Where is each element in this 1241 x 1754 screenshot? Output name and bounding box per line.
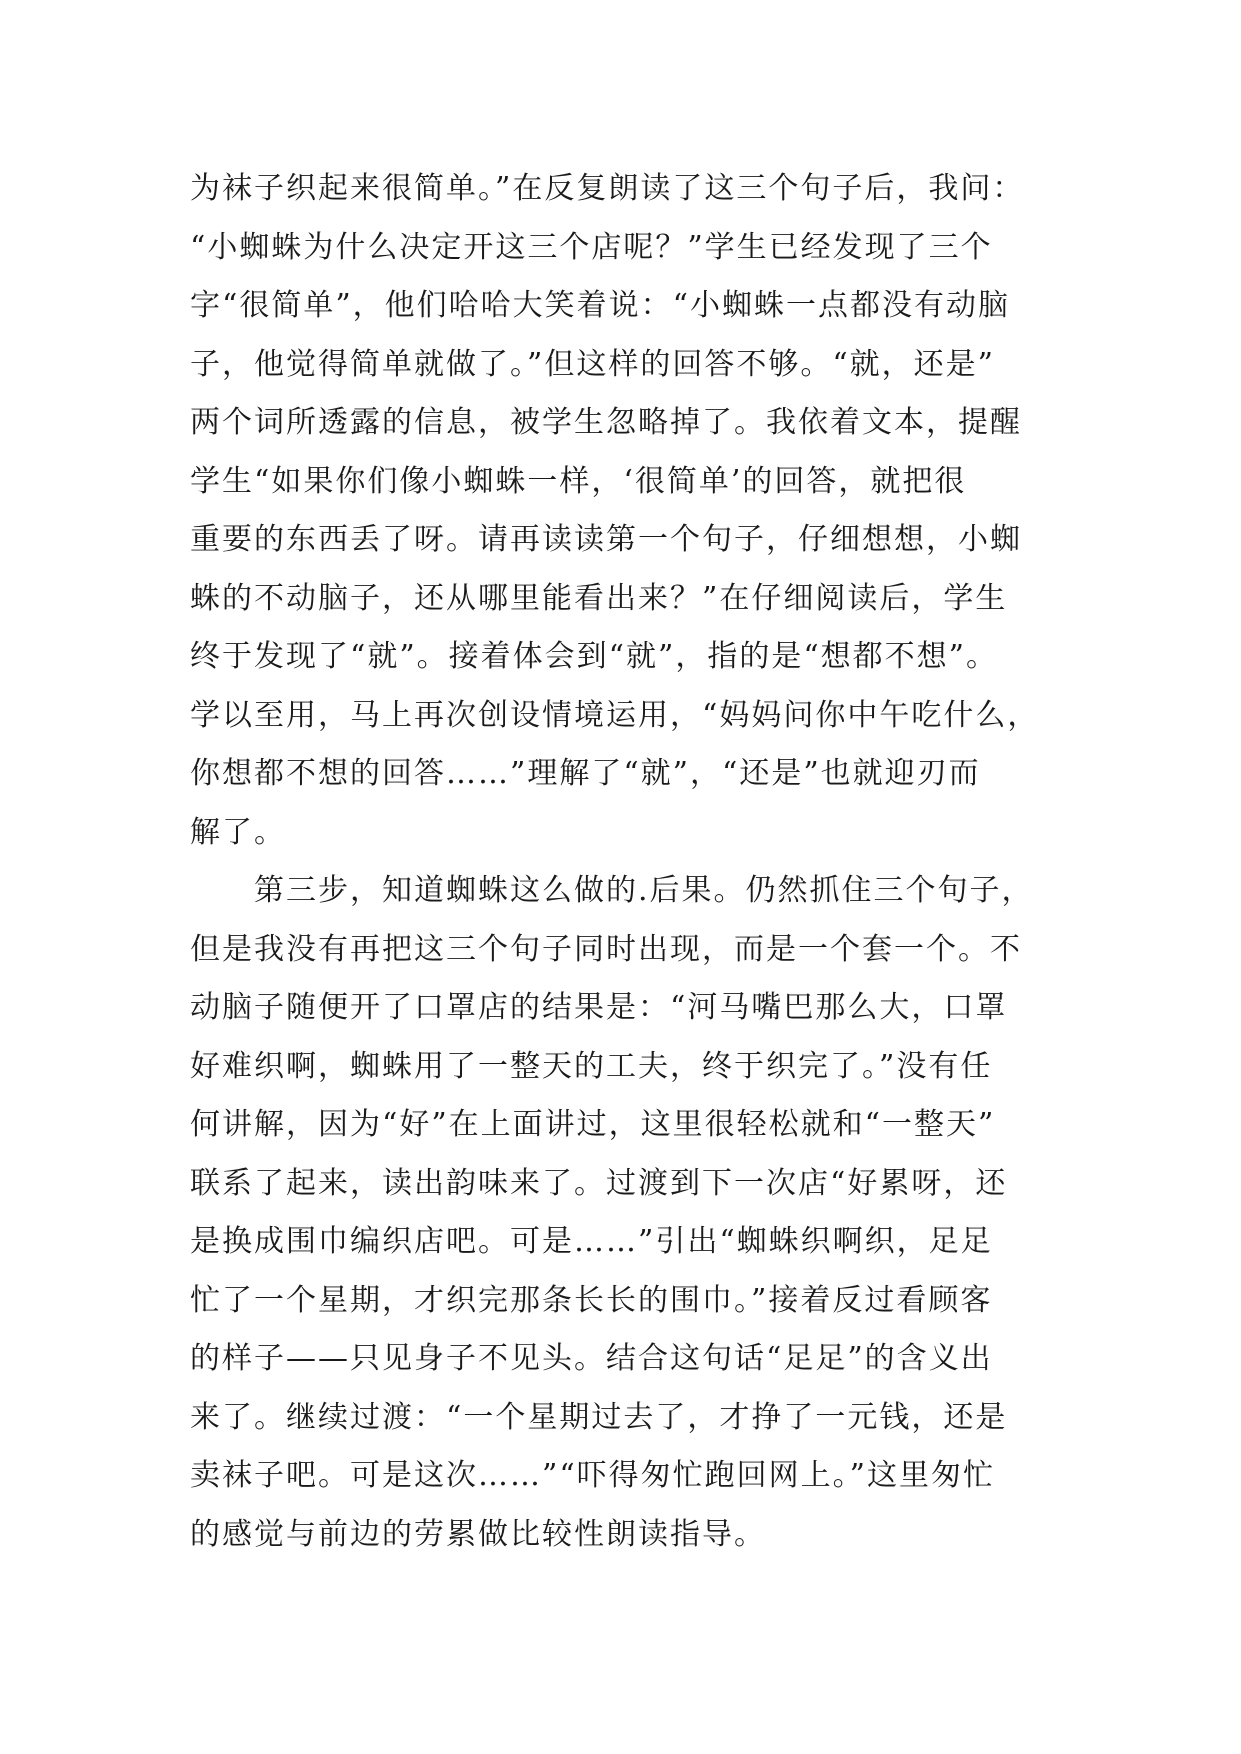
- text-line: 卖袜子吧。可是这次……”“吓得匆忙跑回网上。”这里匆忙: [190, 1458, 996, 1493]
- text-line: 但是我没有再把这三个句子同时出现，而是一个套一个。不: [190, 931, 1022, 967]
- text-line: 好难织啊，蜘蛛用了一整天的工夫，终于织完了。”没有任: [190, 1048, 993, 1084]
- text-line: 蛛的不动脑子，还从哪里能看出来？”在仔细阅读后，学生: [190, 580, 1008, 616]
- text-line: 为袜子织起来很简单。”在反复朗读了这三个句子后，我问：: [190, 171, 1025, 206]
- text-line: 学以至用，马上再次创设情境运用，“妈妈问你中午吃什么，: [190, 697, 1040, 733]
- text-line: 的感觉与前边的劳累做比较性朗读指导。: [190, 1516, 766, 1552]
- text-line: 字“很简单”，他们哈哈大笑着说：“小蜘蛛一点都没有动脑: [190, 288, 1011, 323]
- text-line: 何讲解，因为“好”在上面讲过，这里很轻松就和“一整天”: [190, 1107, 996, 1142]
- text-line: 动脑子随便开了口罩店的结果是：“河马嘴巴那么大，口罩: [190, 990, 1008, 1025]
- text-line: 重要的东西丢了呀。请再读读第一个句子，仔细想想，小蜘: [190, 522, 1022, 557]
- text-line: 终于发现了“就”。接着体会到“就”，指的是“想都不想”。: [190, 639, 999, 674]
- text-line: “小蜘蛛为什么决定开这三个店呢？”学生已经发现了三个: [190, 229, 993, 265]
- text-line: 子，他觉得简单就做了。”但这样的回答不够。“就，还是”: [190, 346, 996, 382]
- text-line: 的样子——只见身子不见头。结合这句话“足足”的含义出: [190, 1341, 993, 1376]
- text-line: 两个词所透露的信息，被学生忽略掉了。我依着文本，提醒: [190, 405, 1022, 440]
- body-text: [190, 160, 1090, 1564]
- text-line: 学生“如果你们像小蜘蛛一样，‘很简单’的回答，就把很: [190, 463, 967, 499]
- text-line: 来了。继续过渡：“一个星期过去了，才挣了一元钱，还是: [190, 1399, 1008, 1435]
- text-line: 是换成围巾编织店吧。可是……”引出“蜘蛛织啊织，足足: [190, 1224, 993, 1259]
- text-line: 第三步，知道蜘蛛这么做的.后果。仍然抓住三个句子，: [190, 873, 1034, 908]
- text-line: 解了。: [190, 814, 286, 850]
- text-line: 你想都不想的回答……”理解了“就”，“还是”也就迎刃而: [190, 756, 981, 791]
- text-line: 忙了一个星期，才织完那条长长的围巾。”接着反过看顾客: [190, 1282, 993, 1318]
- text-line: 联系了起来，读出韵味来了。过渡到下一次店“好累呀，还: [190, 1165, 1008, 1201]
